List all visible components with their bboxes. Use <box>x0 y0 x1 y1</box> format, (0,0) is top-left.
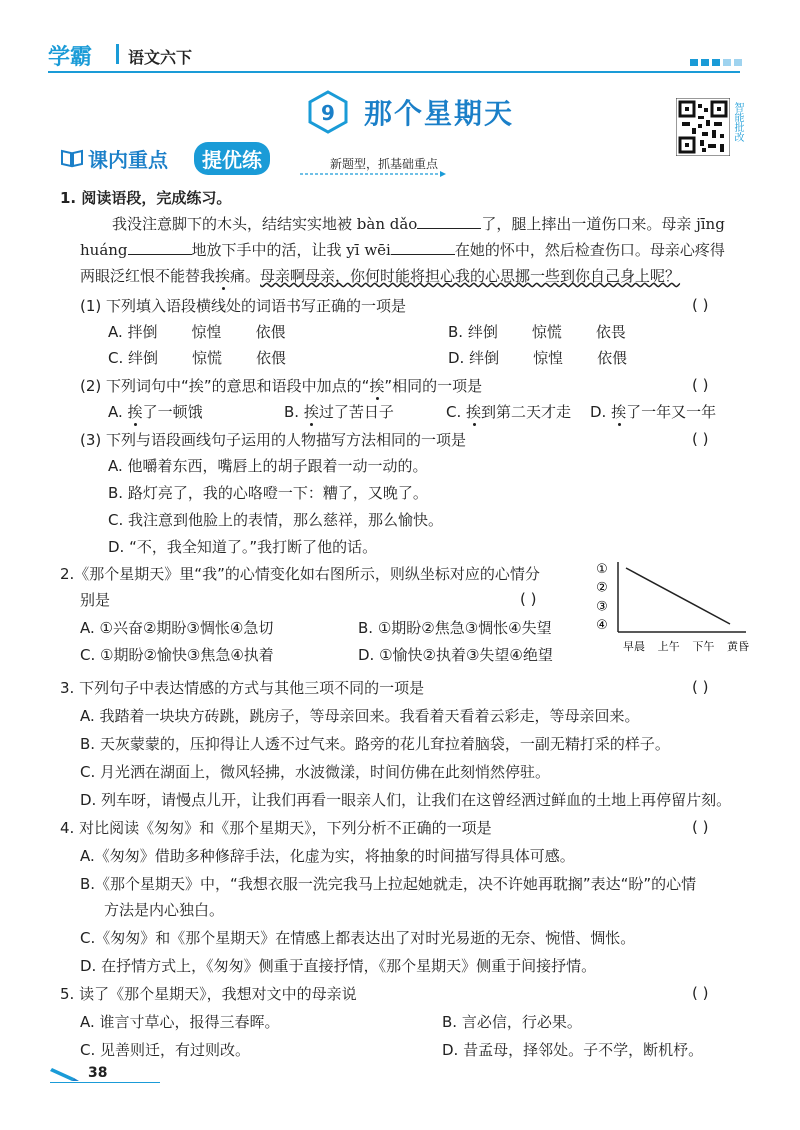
chart-x-tick-label: 早晨 <box>623 640 645 653</box>
q1-sub1-opt-b[interactable]: B. 绊倒 惊慌 依畏 <box>448 323 626 341</box>
q1-sub1-opt-d[interactable]: D. 绊倒 惊惶 依偎 <box>448 349 628 367</box>
mood-chart <box>590 560 750 670</box>
q1-para-line3: 两眼泛红恨不能替我挨痛。母亲啊母亲，你何时能将担心我的心思挪一些到你自己身上呢？ <box>80 267 681 285</box>
answer-paren[interactable]: ( ) <box>692 296 709 314</box>
page-number: 38 <box>88 1065 108 1081</box>
q4-opt-d[interactable]: D. 在抒情方式上，《匆匆》侧重于直接抒情，《那个星期天》侧重于间接抒情。 <box>80 957 597 975</box>
q5-opt-b[interactable]: B. 言必信，行必果。 <box>442 1013 582 1031</box>
q5-stem: 5. 读了《那个星期天》，我想对文中的母亲说 <box>60 985 357 1003</box>
q1-sub3-opt-d[interactable]: D. “不，我全知道了。”我打断了他的话。 <box>108 538 378 556</box>
q1-sub2: (2) 下列词句中“挨”的意思和语段中加点的“挨”相同的一项是 <box>80 377 483 395</box>
q2-opt-c[interactable]: C. ①期盼②愉快③焦急④执着 <box>80 646 274 664</box>
q4-opt-b-cont: 方法是内心独白。 <box>104 901 225 919</box>
brand-logo: 学霸 <box>48 45 93 70</box>
chart-x-tick-label: 下午 <box>692 640 715 653</box>
q1-sub2-opt-b[interactable]: B. 挨过了苦日子 <box>284 403 394 421</box>
q3-stem: 3. 下列句子中表达情感的方式与其他三项不同的一项是 <box>60 679 425 697</box>
chart-x-tick-label: 黄昏 <box>727 640 749 653</box>
section-underline-arrow <box>300 170 446 178</box>
lesson-number-badge <box>306 90 350 134</box>
q1-blank-1[interactable] <box>417 214 481 229</box>
q5-opt-a[interactable]: A. 谁言寸草心，报得三春晖。 <box>80 1013 280 1031</box>
lesson-number: 9 <box>321 101 335 125</box>
header-rule <box>48 71 740 73</box>
chart-y-tick-label: ③ <box>596 599 608 615</box>
q1-stem: 1. 阅读语段，完成练习。 <box>60 189 232 207</box>
chart-x-tick-label: 上午 <box>657 640 680 653</box>
pencil-icon <box>50 1066 80 1082</box>
q4-opt-b[interactable]: B.《那个星期天》中，“我想衣服一洗完我马上拉起她就走，决不许她再耽搁”表达“盼”的心情 <box>80 875 697 893</box>
dotted-char: 挨 <box>215 267 231 285</box>
chart-y-tick-label: ④ <box>596 618 608 633</box>
q3-opt-b[interactable]: B. 天灰蒙蒙的，压抑得让人透不过气来。路旁的花儿耷拉着脑袋，一副无精打采的样子。 <box>80 735 670 753</box>
q1-sub3: (3) 下列与语段画线句子运用的人物描写方法相同的一项是 <box>80 431 467 449</box>
q1-sub2-opt-d[interactable]: D. 挨了一年又一年 <box>590 403 717 421</box>
q2-stem-line2: 别是 <box>80 591 111 609</box>
section-pill: 提优练 <box>194 142 270 175</box>
chart-series-line <box>626 568 730 624</box>
q3-opt-a[interactable]: A. 我踏着一块块方砖跳，跳房子，等母亲回来。我看着天看着云彩走，等母亲回来。 <box>80 707 640 725</box>
q1-blank-3[interactable] <box>391 240 455 255</box>
chart-y-tick-label: ① <box>596 562 608 577</box>
q1-blank-2[interactable] <box>128 240 192 255</box>
q1-para-line1: 我没注意脚下的木头，结结实实地被 bàn dǎo 了，腿上摔出一道伤口来。母亲 jīng <box>112 215 725 233</box>
q1-sub3-opt-c[interactable]: C. 我注意到他脸上的表情，那么慈祥，那么愉快。 <box>108 511 444 529</box>
wavy-underlined-sentence: 母亲啊母亲，你何时能将担心我的心思挪一些到你自己身上呢？ <box>260 267 681 285</box>
answer-paren[interactable]: ( ) <box>692 984 709 1002</box>
q1-sub1: (1) 下列填入语段横线处的词语书写正确的一项是 <box>80 297 407 315</box>
chart-y-tick-label: ② <box>596 580 608 596</box>
q2-opt-a[interactable]: A. ①兴奋②期盼③惆怅④急切 <box>80 619 274 637</box>
answer-paren[interactable]: ( ) <box>520 590 537 608</box>
q1-para-line2: huáng 地放下手中的活，让我 yī wēi 在她的怀中，然后检查伤口。母亲心疼得 <box>80 241 725 259</box>
answer-paren[interactable]: ( ) <box>692 376 709 394</box>
q1-sub2-opt-a[interactable]: A. 挨了一顿饿 <box>108 403 203 421</box>
section-note: 新题型，抓基础重点 <box>330 157 439 171</box>
q4-opt-c[interactable]: C.《匆匆》和《那个星期天》在情感上都表达出了对时光易逝的无奈、惋惜、惆怅。 <box>80 929 636 947</box>
q1-sub1-opt-c[interactable]: C. 绊倒 惊慌 依偎 <box>108 349 287 367</box>
q5-opt-d[interactable]: D. 昔孟母，择邻处。子不学，断机杼。 <box>442 1041 704 1059</box>
q4-opt-a[interactable]: A.《匆匆》借助多种修辞手法，化虚为实，将抽象的时间描写得具体可感。 <box>80 847 575 865</box>
qr-caption: 智能批改 <box>732 102 743 142</box>
subject-label: 语文六下 <box>128 48 193 67</box>
q2-stem-line1: 2.《那个星期天》里“我”的心情变化如右图所示，则纵坐标对应的心情分 <box>60 565 540 583</box>
q1-sub3-opt-a[interactable]: A. 他嚼着东西，嘴唇上的胡子跟着一动一动的。 <box>108 457 428 475</box>
answer-paren[interactable]: ( ) <box>692 678 709 696</box>
brand-divider <box>116 44 119 64</box>
lesson-title: 那个星期天 <box>364 97 515 130</box>
q4-stem: 4. 对比阅读《匆匆》和《那个星期天》，下列分析不正确的一项是 <box>60 819 492 837</box>
q3-opt-d[interactable]: D. 列车呀，请慢点儿开，让我们再看一眼亲人们，让我们在这曾经洒过鲜血的土地上再停留片刻。 <box>80 791 732 809</box>
answer-paren[interactable]: ( ) <box>692 818 709 836</box>
q3-opt-c[interactable]: C. 月光洒在湖面上，微风轻拂，水波微漾，时间仿佛在此刻悄然停驻。 <box>80 763 551 781</box>
header-dots-decoration <box>690 59 742 66</box>
q1-sub2-opt-c[interactable]: C. 挨到第二天才走 <box>446 403 572 421</box>
qr-code-icon[interactable] <box>676 98 730 156</box>
section-title: 课内重点 <box>88 148 168 172</box>
answer-paren[interactable]: ( ) <box>692 430 709 448</box>
footer-rule <box>50 1082 160 1083</box>
open-book-icon <box>60 148 84 168</box>
q2-opt-b[interactable]: B. ①期盼②焦急③惆怅④失望 <box>358 619 552 637</box>
q5-opt-c[interactable]: C. 见善则迁，有过则改。 <box>80 1041 251 1059</box>
q1-sub1-opt-a[interactable]: A. 拌倒 惊惶 依偎 <box>108 323 286 341</box>
q2-opt-d[interactable]: D. ①愉快②执着③失望④绝望 <box>358 646 553 664</box>
q1-sub3-opt-b[interactable]: B. 路灯亮了，我的心咯噔一下：糟了，又晚了。 <box>108 484 428 502</box>
